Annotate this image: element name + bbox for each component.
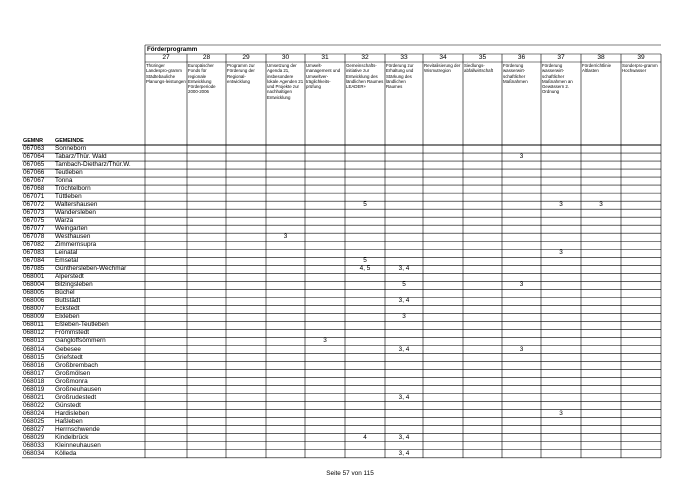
- table-row-gemeinde: Bilzingsleben: [55, 281, 93, 289]
- table-cell-value: 3: [599, 201, 603, 209]
- table-row-gemeinde: Emsetal: [55, 257, 79, 265]
- column-number: 27: [162, 54, 170, 61]
- table-row-gemeinde: Alperstedt: [55, 273, 84, 281]
- column-number: 30: [281, 54, 290, 61]
- table-row-gemnr: 068012: [23, 329, 45, 337]
- column-description: Gemeinschafts-initiative zur Entwicklung des ländlichen Raumes LEADER+: [346, 63, 384, 90]
- table-row-gemnr: 068005: [23, 289, 45, 297]
- column-description: Thüringer Landespro-gramm Städtebauliche Planungs-leistungen: [146, 63, 186, 84]
- table-row-gemnr: 068013: [23, 337, 45, 345]
- table-row-gemnr: 067082: [23, 241, 45, 249]
- column-number: 32: [361, 54, 369, 61]
- table-row-gemnr: 068004: [23, 281, 45, 289]
- table-row-gemeinde: Kölleda: [55, 449, 77, 457]
- table-row-gemeinde: Hardisleben: [55, 409, 90, 417]
- table-row-gemnr: 067073: [23, 209, 45, 217]
- table-cell-value: 3: [559, 249, 563, 257]
- table-row-gemeinde: Wandersleben: [55, 209, 96, 217]
- table-cell-value: 3: [402, 313, 406, 321]
- table-row-gemeinde: Kindelbrück: [55, 433, 89, 441]
- table-row-gemnr: 068029: [23, 433, 45, 441]
- table-row-gemnr: 068024: [23, 409, 45, 417]
- column-description: Umwelt-management und Umweltver-träglichkeits-prüfung: [306, 63, 341, 90]
- table-cell-value: 3, 4: [398, 449, 410, 457]
- table-row-gemeinde: Großrudestedt: [55, 393, 97, 401]
- column-number: 35: [478, 54, 487, 61]
- table-row-gemnr: 067066: [23, 169, 45, 177]
- column-description: Förderung wasserwirt-schaftlicher Maßnahmen: [503, 63, 528, 84]
- table-row-gemnr: 068001: [23, 273, 45, 281]
- column-description: Revitalisierung der Wismutregion: [424, 63, 461, 74]
- table-row-gemeinde: Gangloffsömmern: [55, 337, 106, 345]
- table-row-gemeinde: Tüttleben: [55, 193, 82, 201]
- column-number: 28: [202, 54, 211, 61]
- page-footer: Seite 57 von 115: [326, 470, 374, 477]
- table-row-gemeinde: Westhausen: [55, 233, 91, 241]
- table-cell-value: 3, 4: [398, 345, 410, 353]
- table-cell-value: 3: [559, 201, 563, 209]
- table-row-gemeinde: Büchel: [55, 289, 75, 297]
- table-row-gemnr: 068009: [23, 313, 45, 321]
- table-cell-value: 3: [559, 409, 563, 417]
- table-cell-value: 3: [283, 233, 288, 241]
- table-cell-value: 5: [402, 281, 406, 289]
- table-cell-value: 3, 4: [398, 393, 410, 401]
- table-row-gemeinde: Elxleben: [55, 313, 80, 321]
- gemeinde-column-header: GEMEINDE: [55, 138, 84, 144]
- table-row-gemeinde: Günthersleben-Wechmar: [55, 265, 127, 273]
- column-description: Umsetzung der Agenda 21, insbesondere lokale Agenden 21 und Projekte zur nachhaltigen Entwicklung: [267, 63, 304, 100]
- table-cell-value: 3: [323, 337, 327, 345]
- table-row-gemeinde: Günstedt: [55, 401, 81, 409]
- table-cell-value: 4, 5: [359, 265, 371, 273]
- column-number: 33: [400, 54, 408, 61]
- table-row-gemnr: 068006: [23, 297, 45, 305]
- table-row-gemeinde: Großmonra: [55, 377, 88, 385]
- table-row-gemeinde: Waltershausen: [55, 201, 98, 209]
- table-cell-value: 3: [519, 281, 524, 289]
- table-row-gemnr: 067064: [23, 153, 45, 161]
- table-row-gemeinde: Tröchtelborn: [55, 185, 91, 193]
- column-description: Europäischer Fonds für regionale Entwicklung Förderperiode 2000-2006: [188, 63, 216, 95]
- table-row-gemnr: 068022: [23, 401, 45, 409]
- table-row-gemeinde: Eckstedt: [55, 305, 80, 313]
- column-number: 29: [242, 54, 250, 61]
- table-row-gemnr: 067085: [23, 265, 45, 273]
- table-row-gemnr: 068019: [23, 385, 45, 393]
- table-row-gemeinde: Buttstädt: [55, 297, 81, 305]
- column-number: 38: [597, 54, 605, 61]
- table-row-gemeinde: Gebesee: [55, 345, 81, 353]
- gemnr-column-header: GEMNR: [23, 138, 44, 144]
- table-row-gemnr: 067077: [23, 225, 45, 233]
- table-row-gemnr: 067071: [23, 193, 45, 201]
- table-row-gemnr: 067078: [23, 233, 45, 241]
- table-row-gemnr: 068016: [23, 361, 45, 369]
- table-row-gemnr: 067083: [23, 249, 45, 257]
- table-row-gemnr: 068011: [23, 321, 44, 329]
- table-row-gemeinde: Tabarz/Thür. Wald: [55, 153, 107, 161]
- table-row-gemnr: 067075: [23, 217, 45, 225]
- table-row-gemeinde: Teutleben: [55, 169, 83, 177]
- table-row-gemnr: 068015: [23, 353, 45, 361]
- table-cell-value: 3, 4: [398, 265, 410, 273]
- table-row-gemnr: 068033: [23, 441, 45, 449]
- column-description: Förderrichtlinie Altlasten: [582, 63, 612, 74]
- table-row-gemeinde: Leinatal: [55, 249, 78, 257]
- table-row-gemeinde: Griefstedt: [55, 353, 83, 361]
- table-row-gemeinde: Großmölsen: [55, 369, 91, 377]
- column-description: Siedlungs-abfallwirtschaft: [464, 63, 494, 74]
- table-row-gemnr: 068007: [23, 305, 45, 313]
- table-row-gemeinde: Großneuhausen: [55, 385, 102, 393]
- table-cell-value: 4: [363, 433, 367, 441]
- table-row-gemnr: 067084: [23, 257, 45, 265]
- table-row-gemeinde: Kleinneuhausen: [55, 441, 101, 449]
- table-row-gemeinde: Sonneborn: [55, 145, 87, 152]
- table-row-gemeinde: Weingarten: [55, 225, 88, 233]
- table-row-gemeinde: Großbrembach: [55, 361, 98, 369]
- table-row-gemeinde: Zimmernsupra: [55, 241, 97, 249]
- table-row-gemeinde: Herrnschwende: [55, 425, 100, 433]
- table-row-gemnr: 068017: [23, 369, 45, 377]
- table-row-gemnr: 067065: [23, 161, 45, 169]
- table-cell-value: 3, 4: [398, 433, 410, 441]
- table-cell-value: 3, 4: [398, 297, 410, 305]
- column-description: Sonderpro-gramm Hochwasser: [622, 63, 658, 74]
- table-row-gemeinde: Eßleben-Teutleben: [55, 321, 109, 329]
- table-row-gemnr: 068025: [23, 417, 45, 425]
- table-row-gemnr: 068014: [23, 345, 45, 353]
- table-row-gemeinde: Tambach-Dietharz/Thür.W.: [55, 161, 131, 169]
- table-row-gemeinde: Tonna: [55, 177, 73, 185]
- column-description: Förderung wasserwirt-schaftlicher Maßnahmen an Gewässern 2. Ordnung: [542, 63, 573, 95]
- column-description: Programm zur Förderung der Regional-entwicklung: [227, 63, 255, 84]
- column-number: 36: [517, 54, 526, 61]
- column-number: 37: [557, 54, 565, 61]
- table-row-gemnr: 067067: [23, 177, 45, 185]
- table-title: Förderprogramm: [147, 46, 198, 53]
- table-cell-value: 3: [519, 345, 524, 353]
- table-cell-value: 5: [363, 201, 367, 209]
- table-row-gemnr: 068027: [23, 425, 45, 433]
- column-number: 31: [321, 54, 329, 61]
- table-row-gemnr: 067072: [23, 201, 45, 209]
- column-number: 34: [439, 54, 447, 61]
- column-number: 39: [637, 54, 645, 61]
- table-row-gemeinde: Haßleben: [55, 417, 83, 425]
- table-row-gemeinde: Warza: [55, 217, 74, 225]
- table-cell-value: 3: [519, 153, 524, 161]
- table-row-gemnr: 067063: [23, 145, 45, 152]
- table-row-gemnr: 067068: [23, 185, 45, 193]
- table-row-gemnr: 068021: [23, 393, 45, 401]
- table-cell-value: 5: [363, 257, 367, 265]
- table-row-gemnr: 068034: [23, 449, 45, 457]
- column-description: Förderung zur Erhaltung und Stärkung des ländlichen Raumes: [386, 63, 414, 90]
- table-row-gemnr: 068018: [23, 377, 45, 385]
- table-row-gemeinde: Frömmstedt: [55, 329, 90, 337]
